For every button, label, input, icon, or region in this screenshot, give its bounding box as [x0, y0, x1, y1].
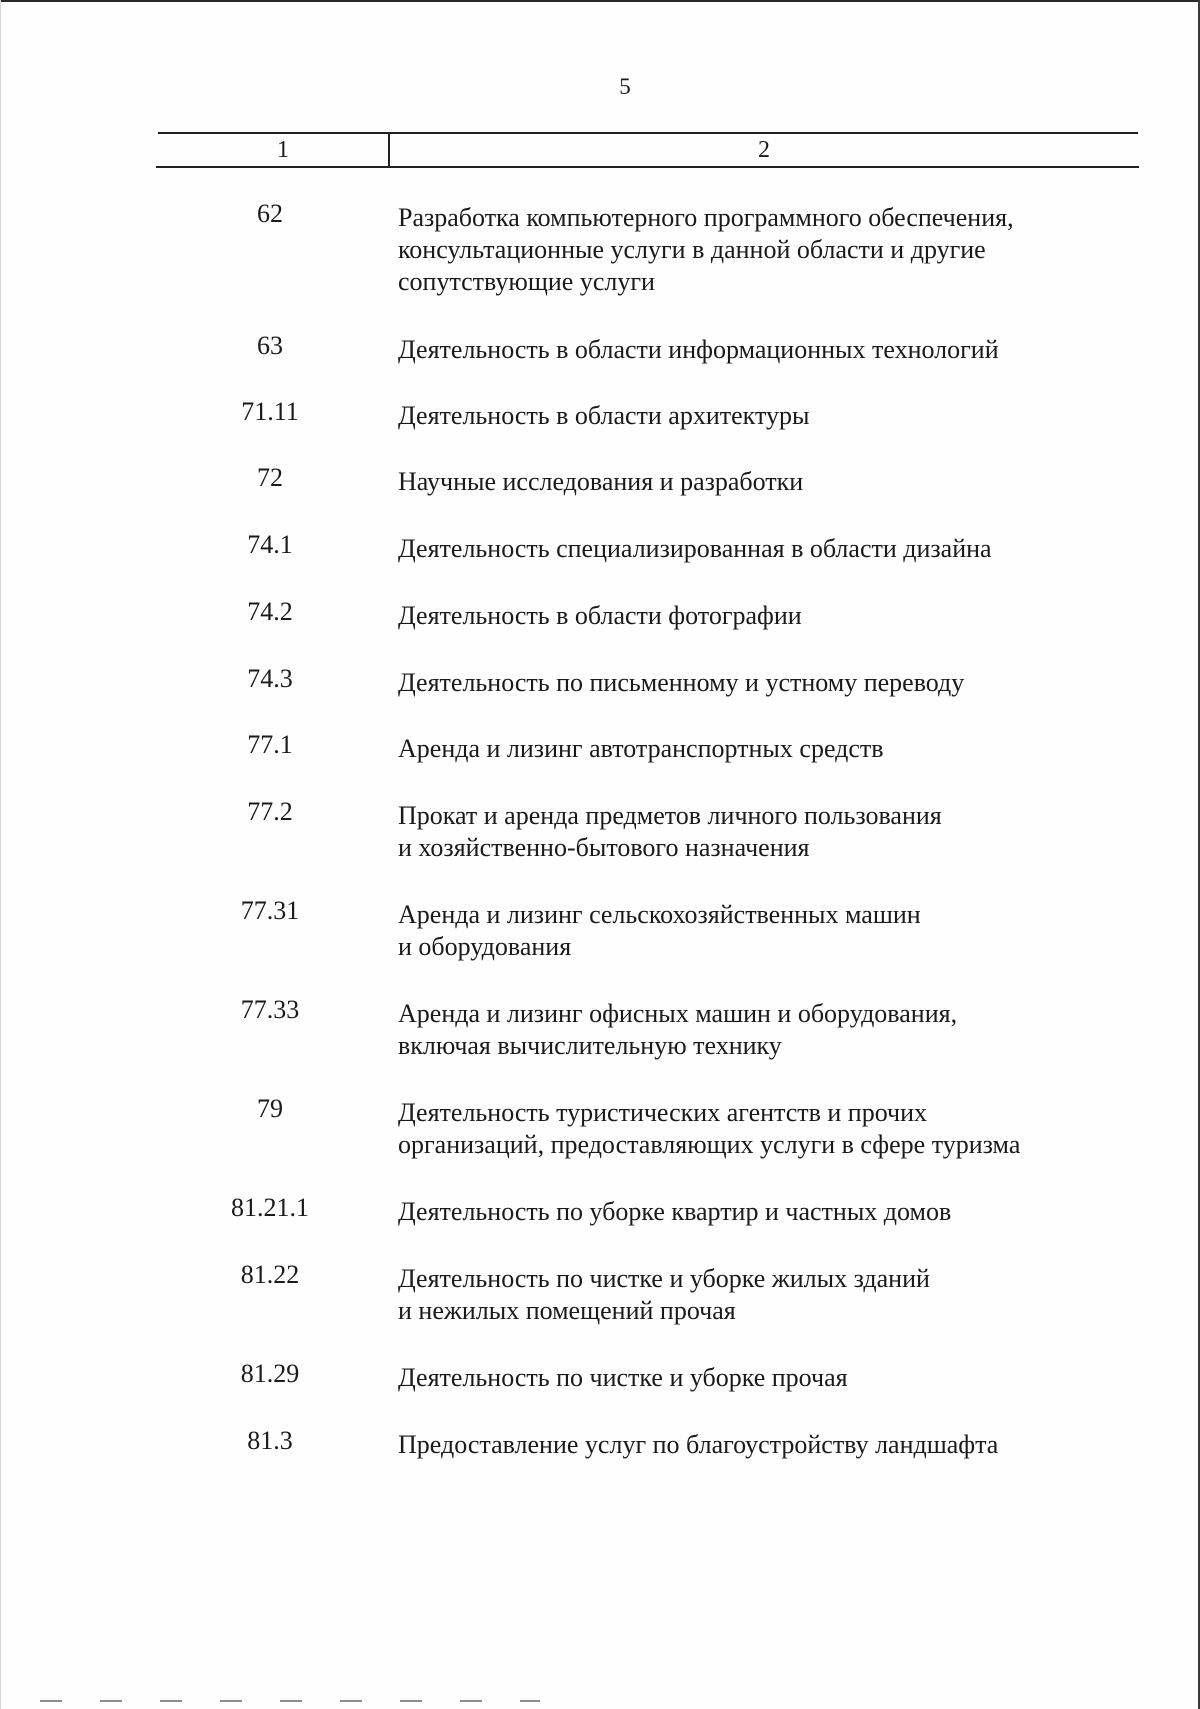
row-code: 71.11: [241, 397, 299, 426]
column-header-code: 1: [277, 137, 289, 163]
row-description: Аренда и лизинг офисных машин и оборудования, включая вычислительную технику: [398, 999, 958, 1060]
row-code: 81.3: [247, 1426, 293, 1455]
row-code: 63: [257, 331, 283, 360]
row-code: 81.22: [240, 1260, 300, 1289]
row-code: 74.2: [247, 597, 293, 626]
row-code: 77.31: [240, 896, 300, 925]
row-description: Деятельность в области фотографии: [398, 601, 802, 630]
row-code: 77.33: [240, 995, 300, 1024]
row-code: 81.21.1: [231, 1193, 309, 1222]
row-code: 62: [257, 199, 283, 228]
row-description: Разработка компьютерного программного обеспечения, консультационные услуги в данной области и другие сопутствующие услуги: [398, 203, 1014, 296]
row-code: 79: [257, 1094, 283, 1123]
row-description: Аренда и лизинг автотранспортных средств: [398, 734, 884, 763]
row-code: 74.1: [247, 530, 293, 559]
row-description: Научные исследования и разработки: [398, 467, 804, 496]
row-code: 77.1: [247, 730, 293, 759]
row-description: Деятельность в области информационных технологий: [398, 335, 999, 364]
column-header-description: 2: [758, 137, 770, 163]
row-description: Аренда и лизинг сельскохозяйственных машин и оборудования: [398, 900, 921, 961]
row-description: Деятельность по уборке квартир и частных домов: [398, 1197, 952, 1226]
row-description: Деятельность по чистке и уборке прочая: [398, 1363, 848, 1392]
row-description: Прокат и аренда предметов личного пользования и хозяйственно-бытового назначения: [398, 801, 942, 862]
row-description: Деятельность в области архитектуры: [398, 401, 810, 430]
row-code: 74.3: [247, 664, 293, 693]
row-description: Предоставление услуг по благоустройству ландшафта: [398, 1430, 999, 1459]
row-description: Деятельность специализированная в области дизайна: [398, 534, 992, 563]
row-code: 72: [257, 463, 283, 492]
row-description: Деятельность туристических агентств и прочих организаций, предоставляющих услуги в сфере туризма: [398, 1098, 1021, 1159]
row-code: 81.29: [240, 1359, 300, 1388]
page-number: 5: [619, 74, 631, 99]
row-description: Деятельность по чистке и уборке жилых зданий и нежилых помещений прочая: [398, 1264, 930, 1325]
row-code: 77.2: [247, 797, 293, 826]
row-description: Деятельность по письменному и устному переводу: [398, 668, 965, 697]
